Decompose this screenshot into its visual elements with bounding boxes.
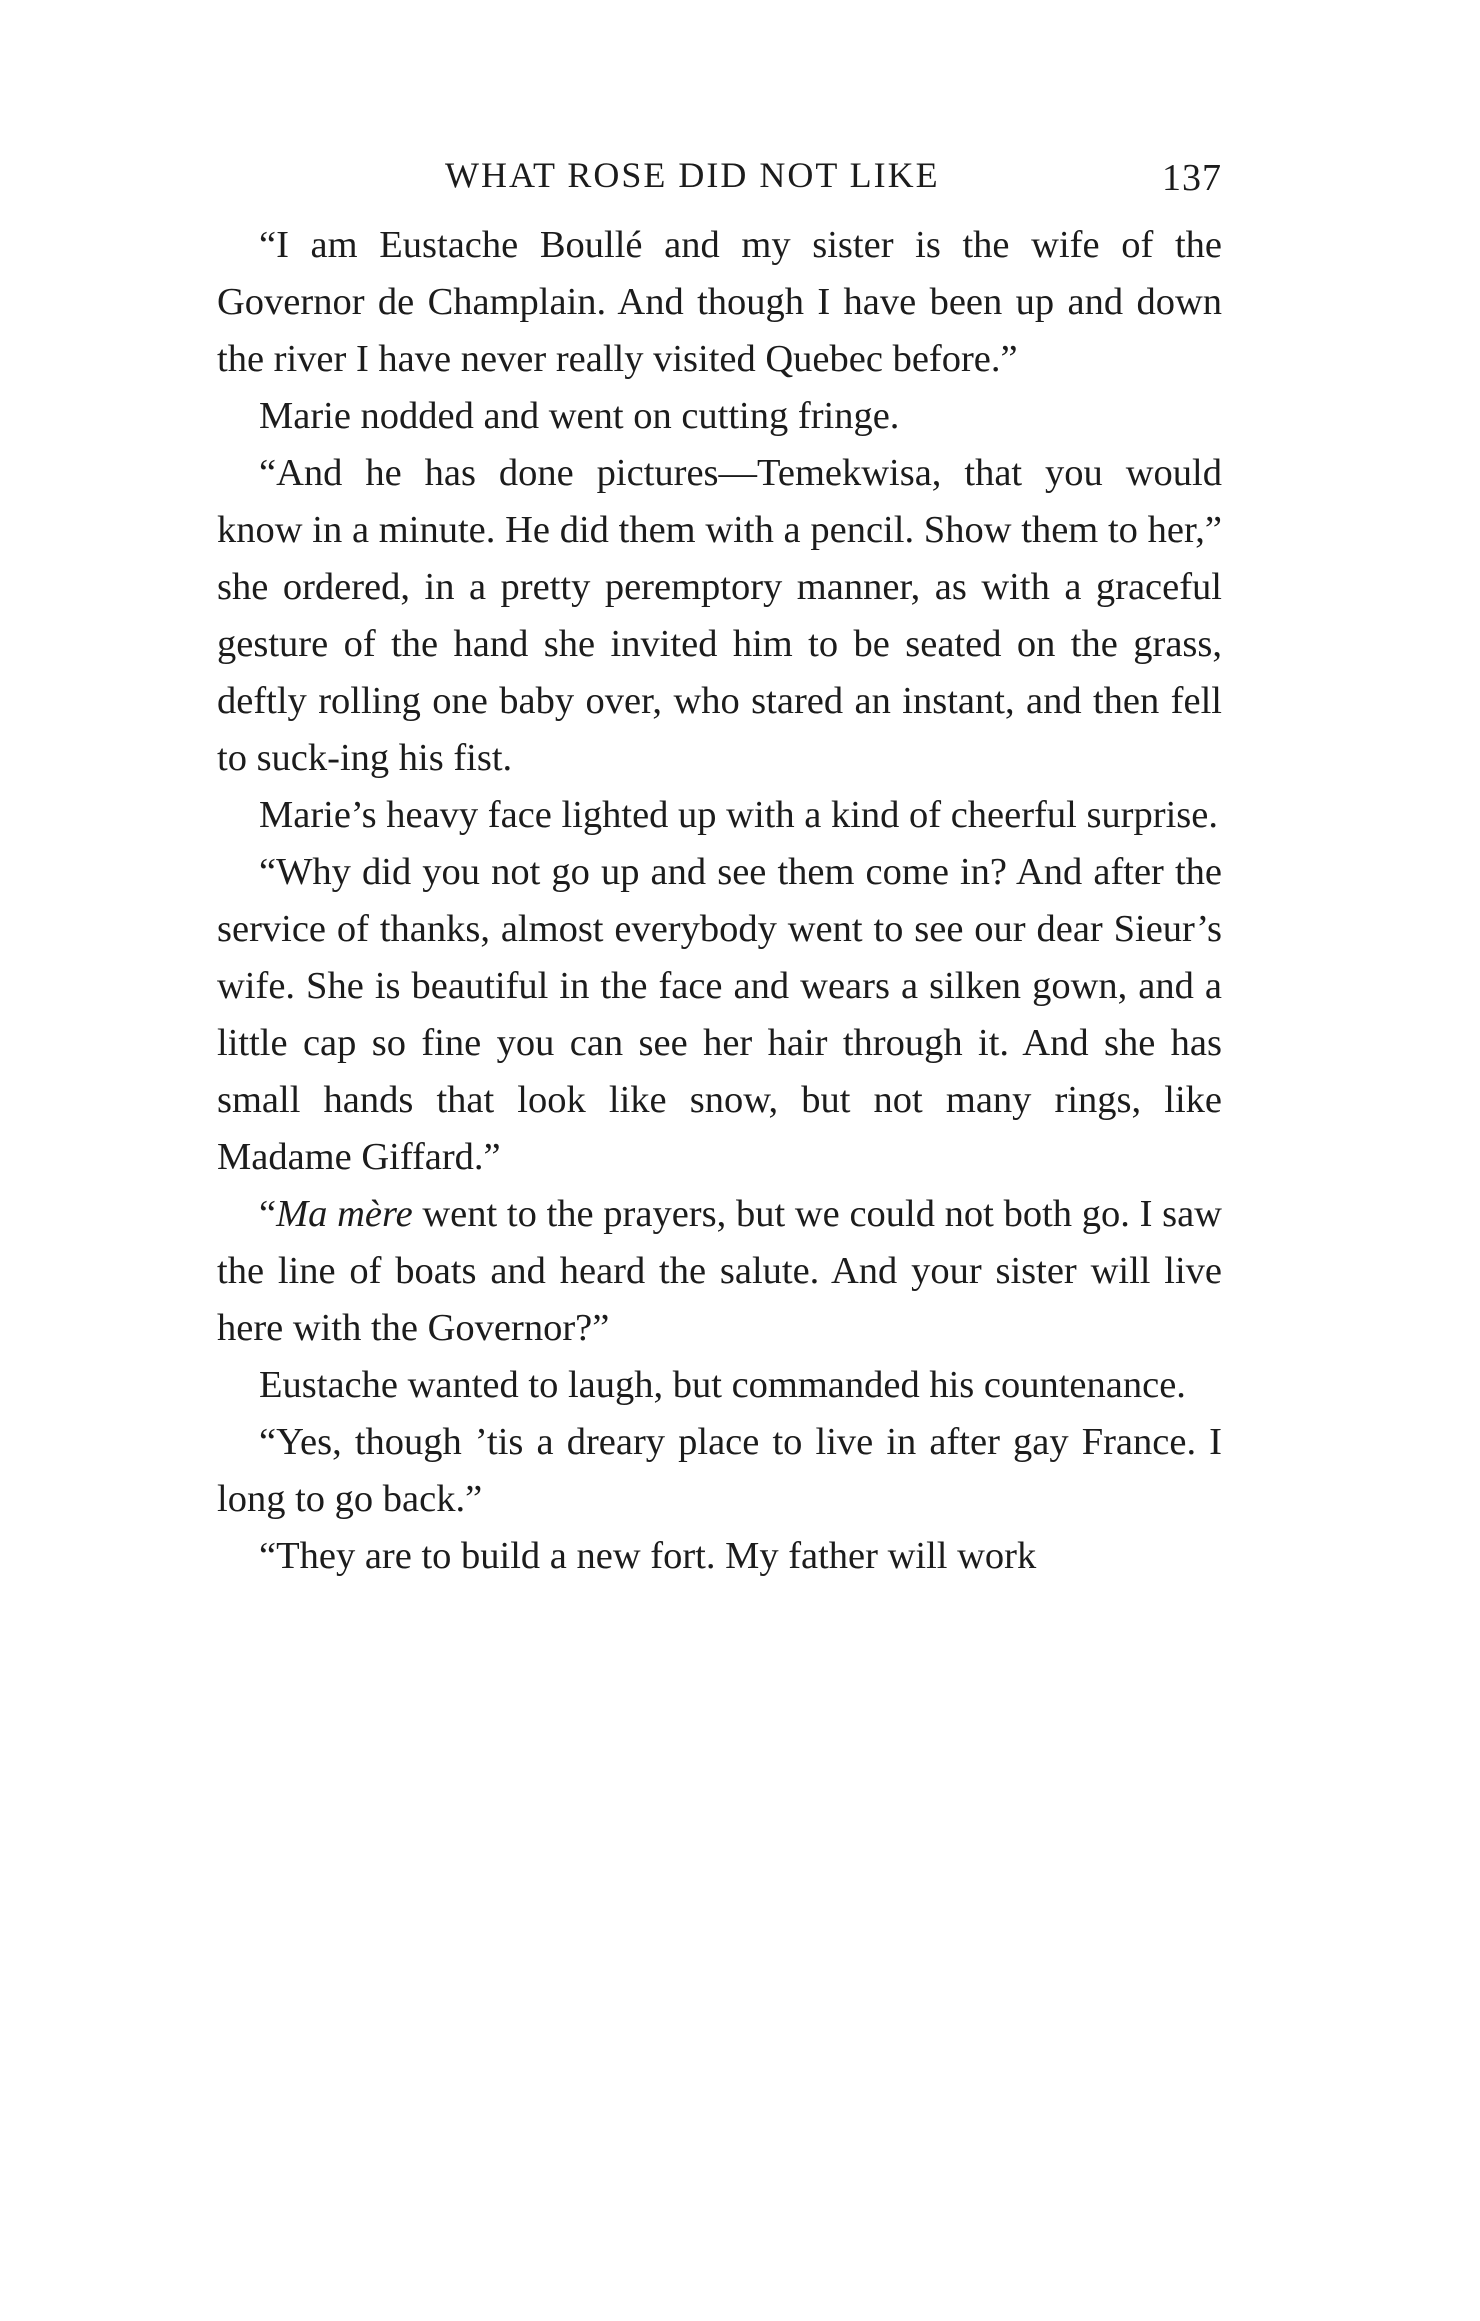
paragraph <box>217 1186 1222 1357</box>
page-number: 137 <box>1162 157 1222 199</box>
paragraph-text: “I am Eustache Boullé and my sister is the wife of the Governor de Champlain. And though I have been up and down the river I have never really visited Quebec before.” <box>217 224 1222 380</box>
paragraph-text: Marie nodded and went on cutting fringe. <box>259 395 900 437</box>
paragraph-text: went to the prayers, but we could not both go. I saw the line of boats and heard the salute. And your sister will live here with the Governor?” <box>217 1193 1222 1349</box>
paragraph-text: “And he has done pictures—Temekwisa, that you would know in a minute. He did them with a pencil. Show them to her,” she ordered, in a pretty peremptory manner, as with a graceful gesture of the hand she invited him to be seated on the grass, deftly rolling one baby over, who stared an instant, and then fell to suck-ing his fist. <box>217 452 1222 779</box>
paragraph <box>217 787 1222 844</box>
paragraph <box>217 1414 1222 1528</box>
paragraph-text: Marie’s heavy face lighted up with a kind of cheerful surprise. <box>259 794 1218 836</box>
paragraph <box>217 388 1222 445</box>
paragraph-text: “ <box>259 1193 277 1235</box>
paragraph <box>217 1357 1222 1414</box>
paragraph <box>217 445 1222 787</box>
paragraph-text: Eustache wanted to laugh, but commanded his countenance. <box>259 1364 1186 1406</box>
paragraph-text: “They are to build a new fort. My father will work <box>259 1535 1037 1577</box>
paragraph <box>217 1528 1222 1585</box>
paragraph-text: “Yes, though ’tis a dreary place to live in after gay France. I long to go back.” <box>217 1421 1222 1520</box>
paragraph-text: “Why did you not go up and see them come in? And after the service of thanks, almost everybody went to see our dear Sieur’s wife. She is beautiful in the face and wears a silken gown, and a little cap so fine you can see her hair through it. And she has small hands that look like snow, but not many rings, like Madame Giffard.” <box>217 851 1222 1178</box>
italic-phrase: Ma mère <box>276 1193 413 1235</box>
body-text <box>217 217 1222 1585</box>
book-page <box>217 150 1222 1585</box>
running-title: WHAT ROSE DID NOT LIKE <box>445 155 940 195</box>
paragraph <box>217 217 1222 388</box>
running-head <box>217 150 1222 210</box>
paragraph <box>217 844 1222 1186</box>
